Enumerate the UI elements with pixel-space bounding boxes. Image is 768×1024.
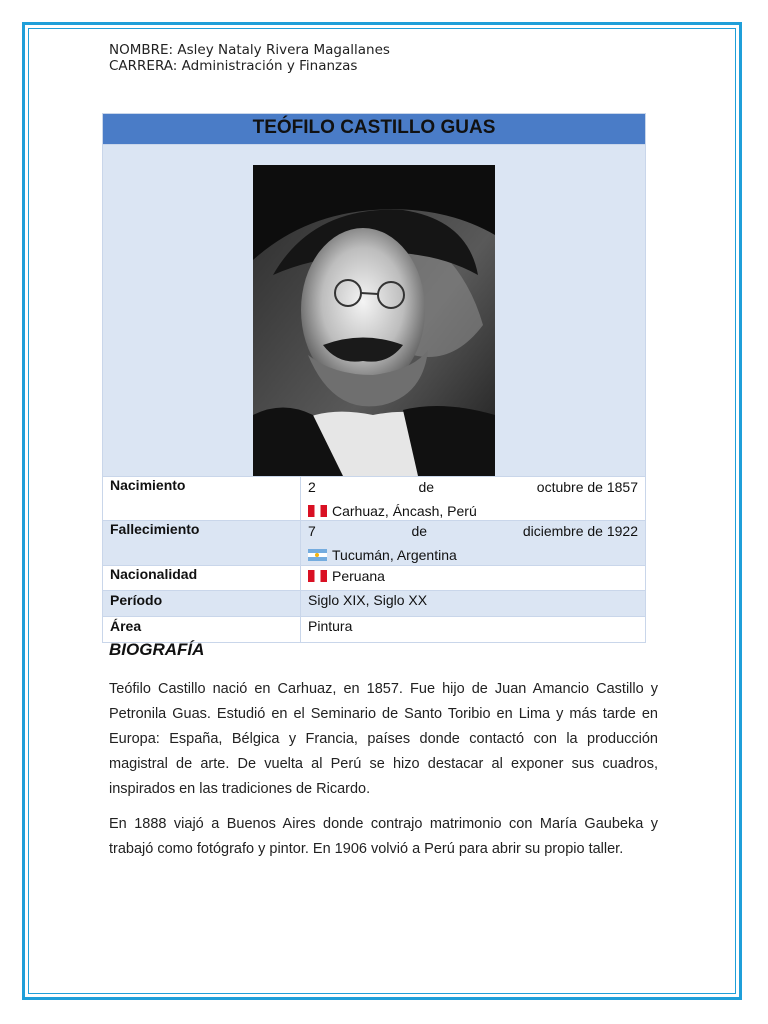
birth-value (301, 477, 646, 521)
period-label: Período (103, 591, 301, 617)
death-row (103, 521, 646, 566)
death-day: 7 (308, 523, 316, 539)
death-label: Fallecimiento (103, 521, 301, 566)
area-row (103, 617, 646, 643)
nationality-text: Peruana (332, 568, 385, 584)
death-place: Tucumán, Argentina (332, 547, 457, 563)
peru-flag-icon (308, 570, 327, 582)
period-row (103, 591, 646, 617)
document-header (109, 42, 390, 74)
area-label: Área (103, 617, 301, 643)
death-date-rest: diciembre de 1922 (522, 523, 638, 539)
birth-day: 2 (308, 479, 316, 495)
death-de: de (411, 523, 428, 539)
card-title: TEÓFILO CASTILLO GUAS (103, 114, 646, 145)
argentina-flag-icon (308, 549, 327, 561)
biography-info-card (102, 113, 646, 643)
death-value (301, 521, 646, 566)
nationality-label: Nacionalidad (103, 566, 301, 591)
biography-heading: BIOGRAFÍA (109, 640, 205, 659)
area-value: Pintura (301, 617, 646, 643)
birth-label: Nacimiento (103, 477, 301, 521)
nationality-row (103, 566, 646, 591)
portrait-photo (253, 165, 495, 476)
portrait-cell (103, 145, 646, 477)
career-line: CARRERA: Administración y Finanzas (109, 58, 358, 74)
student-name-line: NOMBRE: Asley Nataly Rivera Magallanes (109, 42, 390, 58)
birth-date-rest: octubre de 1857 (536, 479, 638, 495)
biography-paragraph-1: Teófilo Castillo nació en Carhuaz, en 1857. Fue hijo de Juan Amancio Castillo y Petronila Guas. Estudió en el Seminario de Santo Toribio en Lima y más tarde en Europa: España, Bélgica y Francia, países donde contactó con la producción magistral de arte. De vuelta al Perú se hizo destacar al exponer sus cuadros, inspirados en las tradiciones de Ricardo. (109, 681, 658, 797)
peru-flag-icon (308, 505, 327, 517)
period-value: Siglo XIX, Siglo XX (301, 591, 646, 617)
birth-row (103, 477, 646, 521)
nationality-value (301, 566, 646, 591)
birth-place: Carhuaz, Áncash, Perú (332, 503, 477, 519)
birth-de: de (418, 479, 435, 495)
biography-paragraph-2: En 1888 viajó a Buenos Aires donde contrajo matrimonio con María Gaubeka y trabajó como fotógrafo y pintor. En 1906 volvió a Perú para abrir su propio taller. (109, 816, 658, 857)
